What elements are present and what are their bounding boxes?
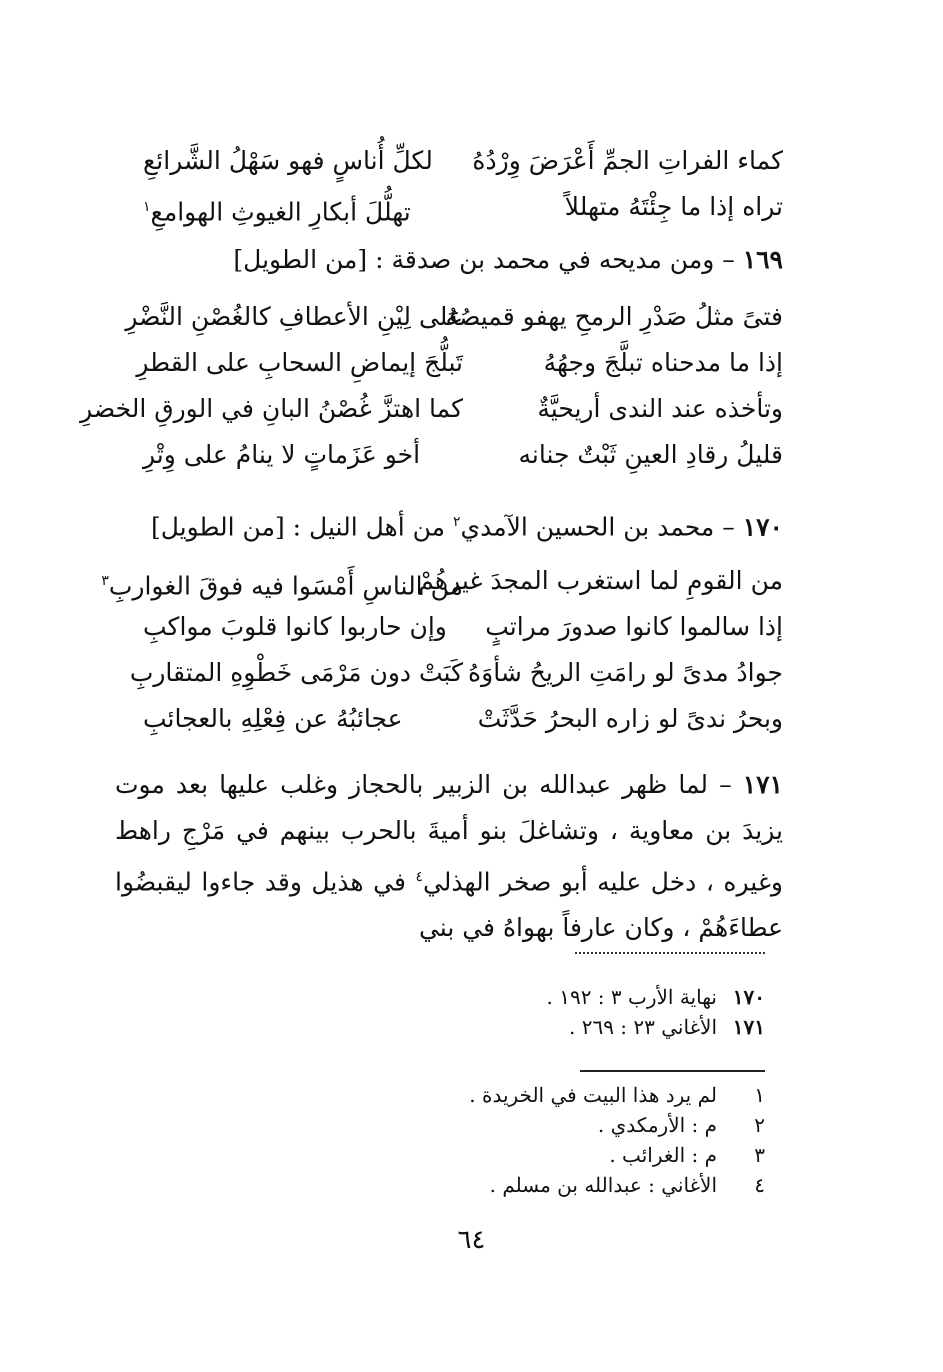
verse-line <box>129 650 783 696</box>
footnote-marker: ٣ <box>101 573 109 589</box>
footnote-row <box>469 1110 765 1140</box>
verse-first-hemistich: فتىً مثلُ صَدْرِ الرمحِ يهفو قميصُهُ <box>445 302 783 331</box>
verse-text: تهلُّلَ أبكارِ الغيوثِ الهوامعِ <box>150 197 411 227</box>
verse-line <box>143 432 783 478</box>
verse-first-hemistich: إذا ما مدحناه تبلَّجَ وجهُهُ <box>543 348 783 377</box>
poem-169 <box>80 294 783 478</box>
footnote-number: ٢ <box>754 1113 765 1137</box>
verse-first-hemistich: من القومِ لما استغرب المجدَ غيرهُمْ <box>418 566 783 595</box>
section-number: ١٦٩ <box>742 245 783 274</box>
verse-text: من الناسِ أَمْسَوا فيه فوقَ الغواربِ <box>108 571 463 601</box>
paragraph-text: – لما ظهر عبدالله بن الزبير بالحجاز وغلب عليها بعد موت يزيدَ بن معاوية ، وتشاغلَ بنو أميةَ بالحرب بينهم في مَرْجِ راهط وغيره ، دخل عليه أبو صخر الهذلي <box>115 770 783 897</box>
verse-second-hemistich <box>101 558 463 609</box>
source-number: ١٧١ <box>732 1015 765 1039</box>
poem-opening <box>143 138 783 230</box>
section-title: – ومن مديحه في محمد بن صدقة : [من الطويل] <box>233 245 735 274</box>
footnote-row <box>469 1080 765 1110</box>
footnote-text: لم يرد هذا البيت في الخريدة . <box>469 1083 717 1107</box>
footnotes <box>469 1080 765 1200</box>
verse-first-hemistich: وتأخذه عند الندى أريحيَّةٌ <box>537 394 783 423</box>
verse-second-hemistich: كَبَتْ دون مَرْمَى خَطْوِهِ المتقاربِ <box>129 658 463 687</box>
verse-line <box>101 558 783 604</box>
verse-first-hemistich: وبحرُ ندىً لو زاره البحرُ حَدَّثَتْ <box>477 704 783 733</box>
verse-line <box>143 184 783 230</box>
source-row <box>547 1012 766 1042</box>
section-title-continued: من أهل النيل : [من الطويل] <box>150 512 446 542</box>
verse-second-hemistich: على لِيْنِ الأعطافِ كالغُصْنِ النَّضْرِ <box>125 302 463 331</box>
footnote-text: الأغاني : عبدالله بن مسلم . <box>489 1173 717 1197</box>
paragraph-text-continued: في هذيل وقد جاءوا ليقبضُوا عطاءَهُمْ ، وكان عارفاً بهواهُ في بني <box>115 867 783 943</box>
footnote-number: ٤ <box>754 1173 765 1197</box>
footnote-marker: ٤ <box>415 869 423 885</box>
verse-second-hemistich: كما اهتزَّ غُصْنُ البانِ في الورقِ الخضرِ <box>80 394 463 423</box>
verse-second-hemistich: لكلِّ أُناسٍ فهو سَهْلُ الشَّرائعِ <box>143 146 433 175</box>
section-number: ١٧٠ <box>742 512 783 542</box>
solid-divider <box>580 1070 765 1072</box>
page-number: ٦٤ <box>457 1225 486 1255</box>
poem-170 <box>101 558 783 742</box>
verse-first-hemistich: تراه إذا ما جِئْتَهُ متهللاً <box>564 192 783 221</box>
verse-line <box>143 696 783 742</box>
section-heading-169 <box>233 240 783 280</box>
verse-second-hemistich <box>143 184 463 235</box>
section-number: ١٧١ <box>742 770 783 799</box>
verse-second-hemistich: تَبلُّجَ إيماضِ السحابِ على القطرِ <box>136 348 463 377</box>
verse-first-hemistich: كماء الفراتِ الجمِّ أَعْرَضَ وِرْدُهُ <box>472 146 783 175</box>
footnote-marker: ٢ <box>452 514 461 530</box>
source-row <box>547 982 766 1012</box>
source-references <box>547 982 766 1042</box>
footnote-marker: ١ <box>143 199 151 215</box>
verse-second-hemistich: وإن حاربوا كانوا قلوبَ مواكبِ <box>143 612 447 641</box>
verse-line <box>136 340 783 386</box>
footnote-text: م : الغرائب . <box>609 1143 717 1167</box>
footnote-row <box>469 1140 765 1170</box>
footnote-number: ٣ <box>754 1143 765 1167</box>
verse-first-hemistich: جوادُ مدىً لو رامَتِ الريحُ شأوَهُ <box>468 658 783 687</box>
dotted-divider <box>575 952 765 954</box>
section-heading-170 <box>151 502 783 547</box>
verse-second-hemistich: عجائبُهُ عن فِعْلِهِ بالعجائبِ <box>143 704 403 733</box>
source-text: الأغاني ٢٣ : ٢٦٩ . <box>569 1015 717 1039</box>
verse-line <box>143 138 783 184</box>
verse-line <box>80 386 783 432</box>
verse-second-hemistich: أخو عَزَماتٍ لا ينامُ على وِتْرِ <box>143 440 421 469</box>
section-title: – محمد بن الحسين الآمدي <box>460 512 735 542</box>
verse-first-hemistich: قليلُ رقادِ العينِ ثَبْتٌ جنانه <box>518 440 783 469</box>
verse-first-hemistich: إذا سالموا كانوا صدورَ مراتبٍ <box>485 612 783 641</box>
source-text: نهاية الأرب ٣ : ١٩٢ . <box>546 985 717 1009</box>
verse-line <box>143 604 783 650</box>
source-number: ١٧٠ <box>732 985 765 1009</box>
footnote-row <box>469 1170 765 1200</box>
verse-line <box>125 294 783 340</box>
footnote-number: ١ <box>754 1083 765 1107</box>
footnote-text: م : الأرمكدي . <box>597 1113 717 1137</box>
section-171-paragraph <box>115 762 783 951</box>
